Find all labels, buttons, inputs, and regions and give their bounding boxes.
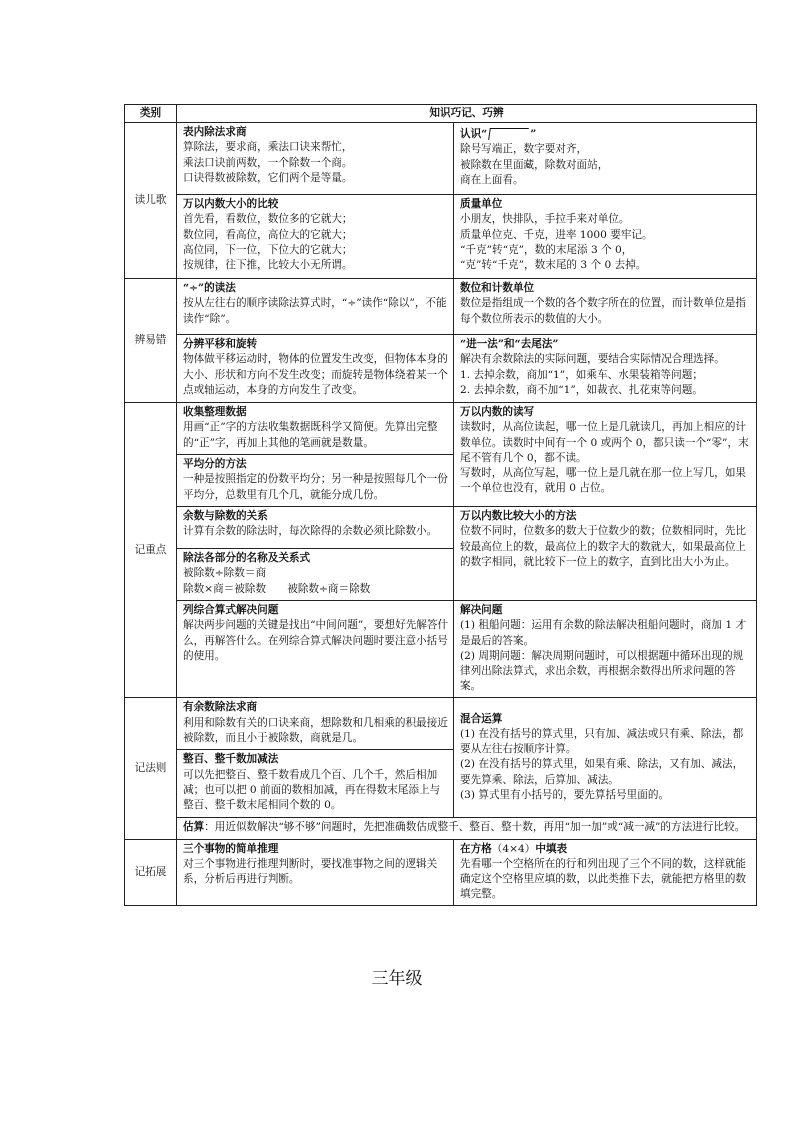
knowledge-table <box>124 104 757 906</box>
cell-line: (2) 在没有括号的算式里，如果有乘、除法，又有加、减法，要先算乘、除法，后算加、减法。 <box>460 758 744 786</box>
division-bracket-icon <box>488 128 529 140</box>
title-mid: （4×4） <box>491 842 536 855</box>
cell-line: (2) 周期问题：解决周期问题时，可以根据题中循环出现的规律列出除法算式，求出余数，再根据余数得出所求问题的答案。 <box>460 649 744 693</box>
row-jizhongdian-1 <box>125 403 757 455</box>
category-bianyicuo: 辨易错 <box>125 279 177 403</box>
cell-line: 写数时，从高位写起，哪一位上是几就在那一位上写几，如果一个单位也没有，就用 0 占位。 <box>460 467 747 495</box>
cell-line: 数位是指组成一个数的各个数字所在的位置，而计数单位是指每个数位所表示的数值的大小。 <box>460 297 747 325</box>
category-duerge: 读儿歌 <box>125 123 177 279</box>
cell-line: 可以先把整百、整千数看成几个百、几个千，然后相加减；也可以把 0 前面的数相加减，再在得数末尾添上与整百、整千数末尾相同个数的 0。 <box>183 768 441 812</box>
cell-remainder-divisor <box>177 507 454 549</box>
title-suffix: ” <box>530 128 537 141</box>
cell-title: 万以内数比较大小的方法 <box>460 510 577 523</box>
header-category: 类别 <box>125 105 177 123</box>
cell-title: 平均分的方法 <box>183 458 247 471</box>
cell-title: 数位和计数单位 <box>460 282 535 295</box>
cell-title: “÷”的读法 <box>183 282 236 295</box>
cell-line: 高位同，下一位，下位大的它就大； <box>183 243 353 256</box>
cell-hundreds-thousands <box>177 750 454 818</box>
row-jifaze-3 <box>125 818 757 839</box>
cell-title: 余数与除数的关系 <box>183 510 268 523</box>
cell-line: (1) 在没有括号的算式里，只有加、减法或只有乘、除法，都要从左往右按顺序计算。 <box>460 728 744 756</box>
cell-equal-division <box>177 455 454 507</box>
cell-title: 整百、整千数加减法 <box>183 753 279 766</box>
cell-division-terms <box>177 549 454 601</box>
cell-read-write-numbers <box>454 403 757 507</box>
row-bianyicuo-2 <box>125 335 757 403</box>
cell-title: 三个事物的简单推理 <box>183 842 279 855</box>
cell-line: 乘法口诀前两数，一个除数一个商。 <box>183 156 353 169</box>
cell-combined-expression <box>177 601 454 698</box>
cell-title <box>460 842 752 857</box>
cell-title: 表内除法求商 <box>183 126 247 139</box>
cell-title: 除法各部分的名称及关系式 <box>183 552 311 565</box>
row-jituozhan-1 <box>125 839 757 906</box>
cell-title: 质量单位 <box>460 198 503 211</box>
row-jizhongdian-3 <box>125 507 757 549</box>
cell-title: 万以内数的读写 <box>460 406 535 419</box>
cell-remainder-quotient <box>177 698 454 750</box>
estimate-label: 估算 <box>183 821 205 834</box>
cell-line: 2. 去掉余数，商不加“1”，如裁衣、扎花束等问题。 <box>460 383 703 396</box>
cell-line: 被除数在里面藏，除数对面站， <box>460 158 609 171</box>
cell-line: 一种是按照指定的份数平均分；另一种是按照每几个一份平均分，总数里有几个几，就能分成几份。 <box>183 473 448 501</box>
cell-compare-numbers <box>177 195 454 279</box>
cell-line: 被除数÷除数＝商 <box>183 567 267 580</box>
table-header-row <box>125 105 757 123</box>
cell-line: 除数×商＝被除数 被除数÷商＝除数 <box>183 582 371 595</box>
cell-line: 质量单位克、千克，进率 1000 要牢记。 <box>460 228 653 241</box>
cell-title: “进一法”和“去尾法” <box>460 338 559 351</box>
cell-compare-method <box>454 507 757 601</box>
cell-title <box>460 125 752 142</box>
row-duerge-1 <box>125 123 757 195</box>
cell-line: 位数不同时，位数多的数大于位数少的数；位数相同时，先比较最高位上的数，最高位上的数字大的数就大，如果最高位上的数字相同，就比较下一位上的数字，直到比出大小为止。 <box>460 525 747 568</box>
cell-title: 有余数除法求商 <box>183 701 258 714</box>
cell-line: 用画“正”字的方法收集数据既科学又简便。先算出完整的“正”字，再加上其他的笔画就是数量。 <box>183 421 438 449</box>
row-jifaze-1 <box>125 698 757 750</box>
cell-title: 分辨平移和旋转 <box>183 338 258 351</box>
title-prefix: 认识“ <box>460 128 488 141</box>
cell-division-reading <box>177 279 454 335</box>
cell-problem-solving <box>454 601 757 698</box>
cell-place-value <box>454 279 757 335</box>
row-duerge-2 <box>125 195 757 279</box>
cell-line: 1. 去掉余数，商加“1”，如乘车、水果装箱等问题； <box>460 368 703 381</box>
cell-line: (1) 租船问题：运用有余数的除法解决租船问题时，商加 1 才是最后的答案。 <box>460 619 747 647</box>
cell-rounding-methods <box>454 335 757 403</box>
category-jituozhan: 记拓展 <box>125 839 177 906</box>
cell-line: 小朋友，快排队，手拉手来对单位。 <box>460 213 630 226</box>
cell-title: 万以内数大小的比较 <box>183 198 279 211</box>
estimate-text: ：用近似数解决“够不够”问题时，先把准确数估成整千、整百、整十数，再用“加一加”或“减一减”的方法进行比较。 <box>204 821 746 834</box>
cell-line: 对三个事物进行推理判断时，要找准事物之间的逻辑关系，分析后再进行判断。 <box>183 857 438 886</box>
cell-line: 算除法，要求商，乘法口诀来帮忙， <box>183 141 353 154</box>
cell-line: 计算有余数的除法时，每次除得的余数必须比除数小。 <box>183 525 438 538</box>
cell-title: 解决问题 <box>460 604 503 617</box>
cell-mixed-operations <box>454 698 757 818</box>
cell-line: 读数时，从高位读起，哪一位上是几就读几，再加上相应的计数单位。读数时中间有一个 0 或两个 0，都只读一个“零”，末尾不管有几个 0，都不读。 <box>460 421 749 464</box>
cell-line: 数位同，看高位，高位大的它就大； <box>183 228 353 241</box>
grade-title: 三年级 <box>371 969 423 989</box>
title-prefix: 在方格 <box>460 842 492 855</box>
cell-title: 混合运算 <box>460 712 503 725</box>
cell-title: 收集整理数据 <box>183 406 247 419</box>
cell-line: 首先看，看数位，数位多的它就大； <box>183 213 353 226</box>
cell-mass-units <box>454 195 757 279</box>
category-jifaze: 记法则 <box>125 698 177 839</box>
header-knowledge: 知识巧记、巧辨 <box>177 105 757 123</box>
cell-line: 按从左往右的顺序读除法算式时，“÷”读作“除以”，不能读作“除”。 <box>183 297 447 325</box>
row-bianyicuo-1 <box>125 279 757 335</box>
cell-reasoning <box>177 839 454 906</box>
cell-line: 除号写端正，数字要对齐， <box>460 143 588 156</box>
cell-line: 物体做平移运动时，物体的位置发生改变，但物体本身的大小、形状和方向不发生改变；而旋转是物体绕着某一个点或轴运动，本身的方向发生了改变。 <box>183 353 448 396</box>
cell-title: 列综合算式解决问题 <box>183 604 279 617</box>
cell-line: 先看哪一个空格所在的行和列出现了三个不同的数，这样就能确定这个空格里应填的数，以此类推下去，就能把方格里的数填完整。 <box>460 857 747 901</box>
cell-line: 解决有余数除法的实际问题，要结合实际情况合理选择。 <box>460 353 725 366</box>
cell-grid-fill <box>454 839 757 906</box>
cell-line: “千克”转“克”，数的末尾添 3 个 0， <box>460 243 633 256</box>
cell-collect-data <box>177 403 454 455</box>
cell-line: (3) 算式里有小括号的，要先算括号里面的。 <box>460 788 670 801</box>
cell-line: 按规律，往下推，比较大小无所谓。 <box>183 259 353 272</box>
cell-line: 商在上面看。 <box>460 173 524 186</box>
title-suffix: 中填表 <box>535 842 568 855</box>
cell-line: 解决两步问题的关键是找出“中间问题”，要想好先解答什么，再解答什么。在列综合算式解决问题时要注意小括号的使用。 <box>183 619 449 662</box>
cell-division-symbol <box>454 123 757 195</box>
cell-line: 利用和除数有关的口诀来商，想除数和几相乘的积最接近被除数，而且小于被除数，商就是几。 <box>183 716 448 744</box>
cell-division-quotient <box>177 123 454 195</box>
category-jizhongdian: 记重点 <box>125 403 177 698</box>
cell-line: “克”转“千克”，数末尾的 3 个 0 去掉。 <box>460 259 647 272</box>
cell-translation-rotation <box>177 335 454 403</box>
cell-estimation <box>177 818 757 839</box>
cell-line: 口诀得数被除数，它们两个是等量。 <box>183 171 353 184</box>
